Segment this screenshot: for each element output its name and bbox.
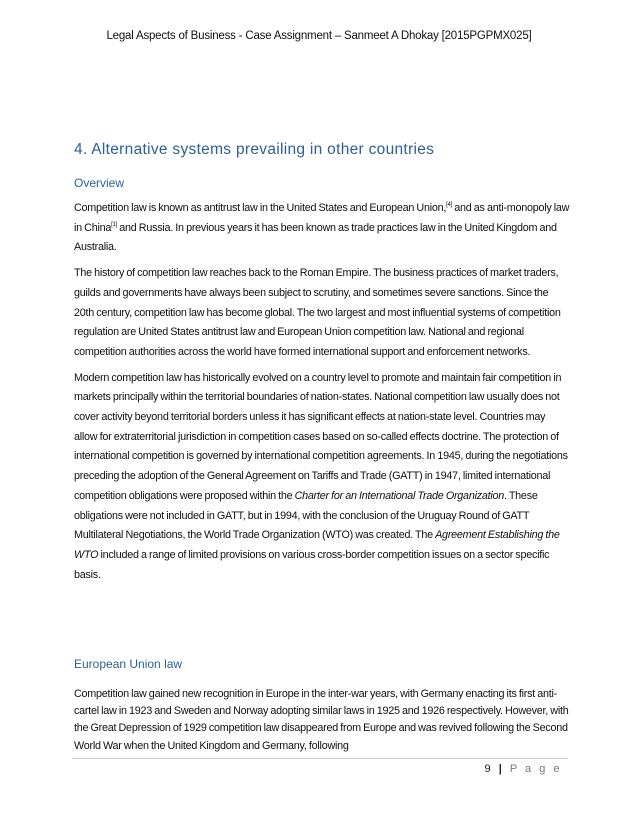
eu-law-body (74, 686, 570, 761)
footer-divider (72, 758, 568, 759)
page-number: 9 (484, 763, 492, 775)
p3-text-b: . These obligations were not included in GATT, but in 1994, with the conclusion of the Uruguay Round of GATT Multilateral Negotiations, the World Trade Organization (WTO) was created. The (74, 489, 538, 542)
section-heading: 4. Alternative systems prevailing in other countries (74, 141, 435, 158)
p1-text-b: and as anti-monopoly law in China (74, 202, 570, 234)
citation-4[interactable]: [4] (446, 202, 453, 208)
overview-paragraph-1 (74, 199, 570, 258)
charter-title: Charter for an International Trade Organization (294, 489, 505, 502)
wto-agreement-title: Agreement Establishing the WTO (74, 529, 560, 561)
page-header: Legal Aspects of Business - Case Assignment – Sanmeet A Dhokay [2015PGPMX025] (106, 30, 532, 42)
p3-text-c: included a range of limited provisions on various cross-border competition issues on a sector specific basis. (74, 548, 550, 581)
overview-body (74, 199, 570, 591)
page-footer (485, 763, 563, 775)
p1-text-c: and Russia. In previous years it has been known as trade practices law in the United Kingdom and Australia. (74, 221, 557, 254)
page-label: P a g e (509, 763, 562, 775)
overview-heading: Overview (74, 176, 125, 190)
p3-text-a: Modern competition law has historically evolved on a country level to promote and maintain fair competition in markets principally within the territorial boundaries of nation-states. National competition law usually does not cover activity beyond territorial borders unless it has significant effects at nation-state level. Countries may allow for extraterritorial jurisdiction in competition cases based on so-called effects doctrine. The protection of international competition is governed by international competition agreements. In 1945, during the negotiations preceding the adoption of the General Agreement on Tariffs and Trade (GATT) in 1947, limited international competition obligations were proposed within the (74, 371, 568, 502)
overview-paragraph-3 (74, 369, 570, 586)
footer-separator: | (498, 763, 503, 775)
p1-text-a: Competition law is known as antitrust law in the United States and European Union, (74, 202, 447, 214)
eu-law-heading: European Union law (74, 657, 183, 671)
overview-paragraph-2: The history of competition law reaches back to the Roman Empire. The business practices of market traders, guilds and governments have always been subject to scrutiny, and sometimes severe sanctions. Since the 20th century, competition law has become global. The two largest and most influential systems of competition regulation are United States antitrust law and European Union competition law. National and regional competition authorities across the world have formed international support and enforcement networks. (74, 267, 561, 358)
citation-1[interactable]: [1] (111, 221, 118, 228)
eu-paragraph-1: Competition law gained new recognition in Europe in the inter-war years, with Germany enacting its first anti-cartel law in 1923 and Sweden and Norway adopting similar laws in 1925 and 1926 respectively. However, with the Great Depression of 1929 competition law disappeared from Europe and was revived following the Second World War when the United Kingdom and Germany, following (74, 688, 569, 752)
